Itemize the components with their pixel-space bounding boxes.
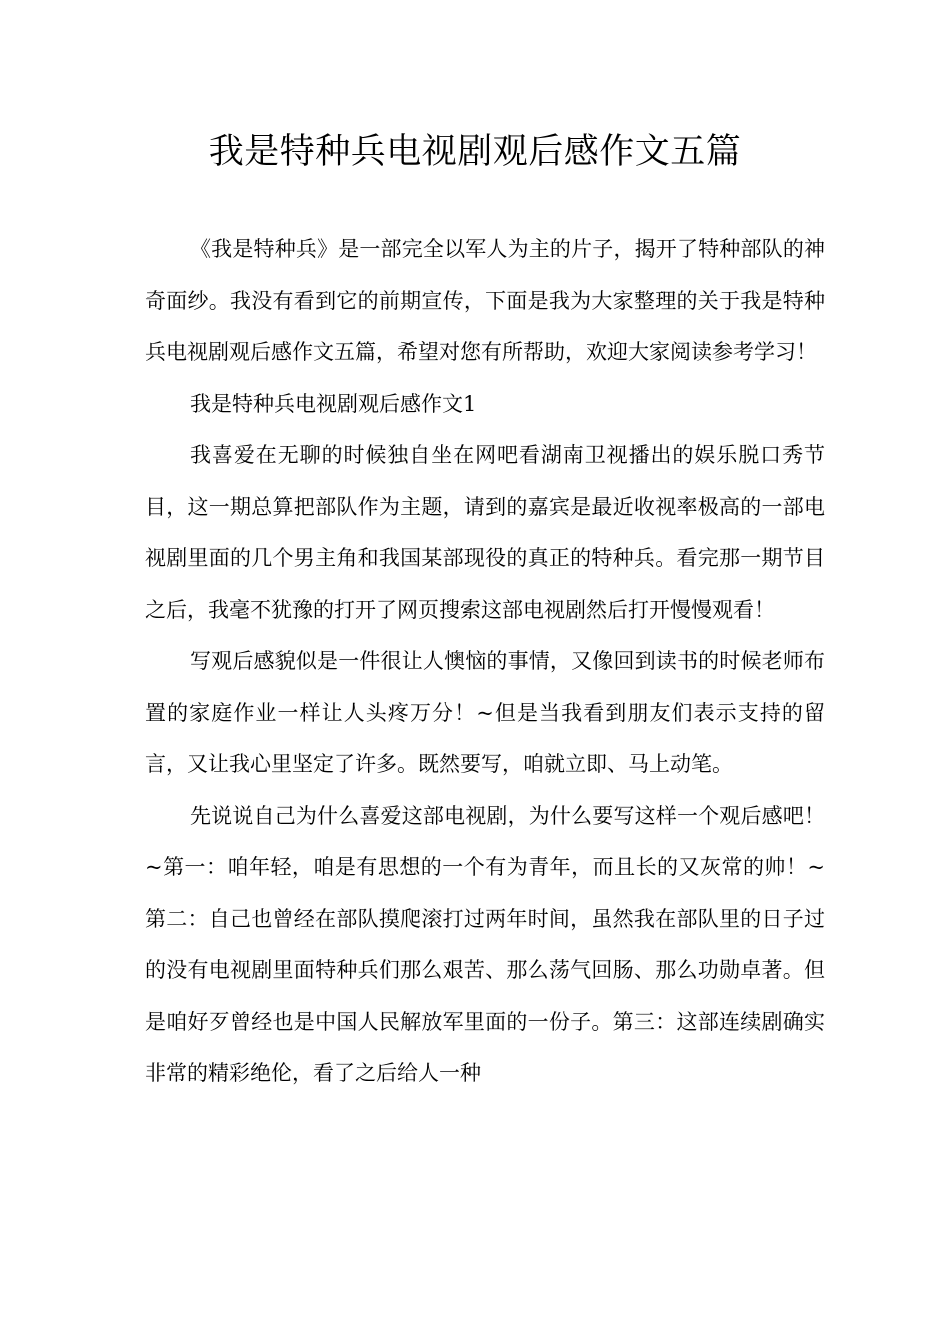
document-body (145, 224, 825, 1100)
intro-paragraph: 《我是特种兵》是一部完全以军人为主的片子，揭开了特种部队的神奇面纱。我没有看到它的前期宣传，下面是我为大家整理的关于我是特种兵电视剧观后感作文五篇，希望对您有所帮助，欢迎大家阅读参考学习！ (145, 237, 825, 364)
document-title: 我是特种兵电视剧观后感作文五篇 (208, 132, 742, 172)
body-paragraph: 写观后感貌似是一件很让人懊恼的事情，又像回到读书的时候老师布置的家庭作业一样让人头疼万分！~但是当我看到朋友们表示支持的留言，又让我心里坚定了许多。既然要写，咱就立即、马上动笔。 (145, 649, 825, 776)
body-paragraph: 先说说自己为什么喜爱这部电视剧，为什么要写这样一个观后感吧！~第一：咱年轻，咱是有思想的一个有为青年，而且长的又灰常的帅！~第二：自己也曾经在部队摸爬滚打过两年时间，虽然我在部队里的日子过的没有电视剧里面特种兵们那么艰苦、那么荡气回肠、那么功勋卓著。但是咱好歹曾经也是中国人民解放军里面的一份子。第三：这部连续剧确实非常的精彩绝伦，看了之后给人一种 (145, 803, 825, 1085)
body-paragraph: 我喜爱在无聊的时候独自坐在网吧看湖南卫视播出的娱乐脱口秀节目，这一期总算把部队作为主题，请到的嘉宾是最近收视率极高的一部电视剧里面的几个男主角和我国某部现役的真正的特种兵。看完那一期节目之后，我毫不犹豫的打开了网页搜索这部电视剧然后打开慢慢观看！ (145, 443, 825, 622)
section-heading: 我是特种兵电视剧观后感作文1 (190, 391, 477, 416)
